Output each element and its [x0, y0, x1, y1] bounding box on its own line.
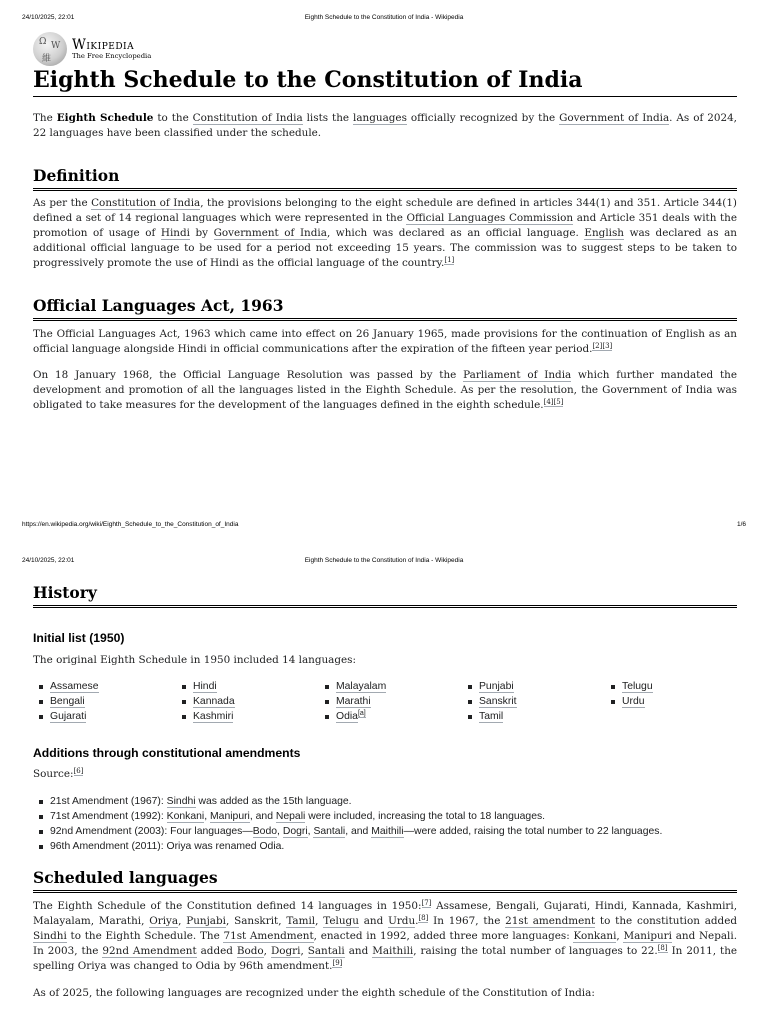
link-language[interactable]: Hindi [193, 681, 217, 692]
link-santali[interactable]: Santali [313, 826, 346, 837]
scheduled-paragraph-2: As of 2025, the following languages are recognized under the eighth schedule of the Constitution of India: [33, 987, 595, 999]
link-language[interactable]: Assamese [50, 681, 99, 692]
reference-2-3[interactable]: [2][3] [592, 341, 613, 350]
list-item: 71st Amendment (1992): Konkani, Manipuri, and Nepali were included, increasing the total to 18 languages. [33, 809, 737, 824]
link-punjabi[interactable]: Punjabi [186, 915, 226, 927]
wikipedia-logo[interactable] [33, 32, 151, 66]
link-sindhi[interactable]: Sindhi [33, 930, 67, 942]
print-url: https://en.wikipedia.org/wiki/Eighth_Schedule_to_the_Constitution_of_India [22, 521, 239, 528]
link-konkani[interactable]: Konkani [573, 930, 617, 942]
list-item: 21st Amendment (1967): Sindhi was added as the 15th language. [33, 794, 737, 809]
intro-paragraph: The Eighth Schedule to the Constitution of India lists the languages officially recognized by the Government of India. As of 2024, 22 languages have been classified under the schedule. [33, 112, 737, 139]
link-urdu[interactable]: Urdu [388, 915, 416, 927]
link-tamil[interactable]: Tamil [286, 915, 316, 927]
link-hindi[interactable]: Hindi [160, 227, 190, 239]
list-item [462, 679, 605, 694]
definition-paragraph: As per the Constitution of India, the provisions belonging to the eight schedule are defined in articles 344(1) and 351. Article 344(1) defined a set of 14 regional languages which were represented in the Official Languages Commission and Article 351 deals with the promotion of usage of Hindi by Government of India, which was declared as an official language. English was declared as an additional official language to be used for a period not exceeding 15 years. The commission was to suggest steps to be taken to progressively promote the use of Hindi as the official language of the country.[1] [33, 197, 738, 269]
heading-definition: Definition [33, 166, 120, 185]
link-constitution-of-india[interactable]: Constitution of India [91, 197, 201, 209]
reference-1[interactable]: [1] [444, 255, 455, 264]
list-item [319, 694, 462, 709]
link-english[interactable]: English [584, 227, 624, 239]
list-item [33, 709, 176, 724]
link-language[interactable]: Odia [336, 711, 358, 722]
list-item [462, 709, 605, 724]
page-title: Eighth Schedule to the Constitution of India [33, 67, 583, 93]
heading-initial-list: Initial list (1950) [33, 631, 125, 645]
link-language[interactable]: Malayalam [336, 681, 387, 692]
heading-additions: Additions through constitutional amendments [33, 746, 301, 760]
link-bodo[interactable]: Bodo [252, 826, 278, 837]
link-language[interactable]: Marathi [336, 696, 371, 707]
link-manipuri[interactable]: Manipuri [210, 811, 250, 822]
link-oriya[interactable]: Oriya [149, 915, 179, 927]
source-line: Source:[6] [33, 766, 84, 780]
link-bodo[interactable]: Bodo [236, 945, 264, 957]
link-language[interactable]: Urdu [622, 696, 645, 707]
link-dogri[interactable]: Dogri [282, 826, 308, 837]
print-title: Eighth Schedule to the Constitution of India - Wikipedia [304, 14, 464, 21]
wikipedia-wordmark: Wikipedia [72, 36, 135, 53]
print-date: 24/10/2025, 22:01 [22, 14, 75, 21]
print-page-number: 1/6 [736, 521, 746, 528]
list-item [33, 694, 176, 709]
list-item [33, 679, 176, 694]
link-language[interactable]: Telugu [622, 681, 653, 692]
link-language[interactable]: Tamil [479, 711, 504, 722]
list-item [605, 679, 748, 694]
scheduled-paragraph: The Eighth Schedule of the Constitution defined 14 languages in 1950:[7] Assamese, Bengali, Gujarati, Hindi, Kannada, Kashmiri, Malayalam, Marathi, Oriya, Punjabi, Sanskrit, Tamil, Telugu and Urdu.[8] In 1967, the 21st amendment to the constitution added Sindhi to the Eighth Schedule. The 71st Amendment, enacted in 1992, added three more languages: Konkani, Manipuri and Nepali. In 2003, the 92nd Amendment added Bodo, Dogri, Santali and Maithili, raising the total number of languages to 22.[8] In 2011, the spelling Oriya was changed to Odia by 96th amendment.[9] [33, 898, 738, 972]
link-official-languages-commission[interactable]: Official Languages Commission [406, 212, 574, 224]
link-language[interactable]: Sanskrit [479, 696, 517, 707]
ola-paragraph-2: On 18 January 1968, the Official Language Resolution was passed by the Parliament of India which further mandated the development and promotion of all the languages listed in the Eighth Schedule. As per the resolution, the Government of India was obligated to take measures for the development of the languages defined in the eighth schedule.[4][5] [33, 369, 737, 411]
link-nepali[interactable]: Nepali [275, 811, 306, 822]
heading-rule [33, 318, 737, 321]
heading-rule [33, 890, 737, 893]
reference-8[interactable]: [8] [657, 943, 668, 952]
list-item: 96th Amendment (2011): Oriya was renamed Odia. [33, 839, 737, 854]
reference-9[interactable]: [9] [332, 958, 343, 967]
list-item [176, 709, 319, 724]
heading-official-languages-act: Official Languages Act, 1963 [33, 296, 284, 315]
language-list [33, 679, 737, 724]
list-item [605, 694, 748, 709]
link-21st-amendment[interactable]: 21st amendment [505, 915, 596, 927]
reference-7[interactable]: [7] [421, 898, 432, 907]
heading-rule [33, 605, 737, 608]
initial-list-text: The original Eighth Schedule in 1950 included 14 languages: [33, 654, 357, 666]
link-language[interactable]: Kannada [193, 696, 235, 707]
link-maithili[interactable]: Maithili [372, 945, 414, 957]
link-konkani[interactable]: Konkani [166, 811, 205, 822]
link-language[interactable]: Kashmiri [193, 711, 234, 722]
link-santali[interactable]: Santali [307, 945, 345, 957]
amendments-list [33, 794, 737, 854]
list-item-empty [605, 709, 748, 724]
reference-8[interactable]: [8] [418, 913, 429, 922]
link-71st-amendment[interactable]: 71st Amendment [223, 930, 314, 942]
heading-history: History [33, 583, 97, 602]
link-government-of-india[interactable]: Government of India [559, 112, 670, 124]
print-title: Eighth Schedule to the Constitution of India - Wikipedia [304, 557, 464, 564]
link-manipuri[interactable]: Manipuri [623, 930, 672, 942]
ola-paragraph-1: The Official Languages Act, 1963 which came into effect on 26 January 1965, made provisions for the continuation of English as an official language alongside Hindi in official communications after the expiration of the fifteen year period.[2][3] [33, 328, 737, 355]
print-date: 24/10/2025, 22:01 [22, 557, 75, 564]
globe-icon: Ω W 維 [33, 32, 67, 66]
list-item [176, 679, 319, 694]
reference-6[interactable]: [6] [73, 766, 84, 775]
link-92nd-amendment[interactable]: 92nd Amendment [102, 945, 197, 957]
link-languages[interactable]: languages [353, 112, 407, 124]
link-language[interactable]: Gujarati [50, 711, 87, 722]
note-a[interactable]: [a] [357, 709, 366, 717]
link-language[interactable]: Bengali [50, 696, 85, 707]
link-parliament-of-india[interactable]: Parliament of India [463, 369, 572, 381]
reference-4-5[interactable]: [4][5] [543, 397, 564, 406]
wikipedia-tagline: The Free Encyclopedia [72, 51, 152, 60]
list-item [176, 694, 319, 709]
link-maithili[interactable]: Maithili [371, 826, 404, 837]
list-item [462, 694, 605, 709]
list-item: 92nd Amendment (2003): Four languages—Bodo, Dogri, Santali, and Maithili—were added, raising the total number to 22 languages. [33, 824, 737, 839]
title-rule [33, 96, 737, 97]
link-government-of-india[interactable]: Government of India [213, 227, 327, 239]
heading-rule [33, 188, 737, 191]
list-item [319, 679, 462, 694]
link-dogri[interactable]: Dogri [270, 945, 301, 957]
heading-scheduled-languages: Scheduled languages [33, 868, 218, 887]
link-sindhi[interactable]: Sindhi [166, 796, 196, 807]
link-language[interactable]: Punjabi [479, 681, 514, 692]
link-telugu[interactable]: Telugu [323, 915, 359, 927]
list-item [319, 709, 462, 724]
link-constitution-of-india[interactable]: Constitution of India [192, 112, 303, 124]
